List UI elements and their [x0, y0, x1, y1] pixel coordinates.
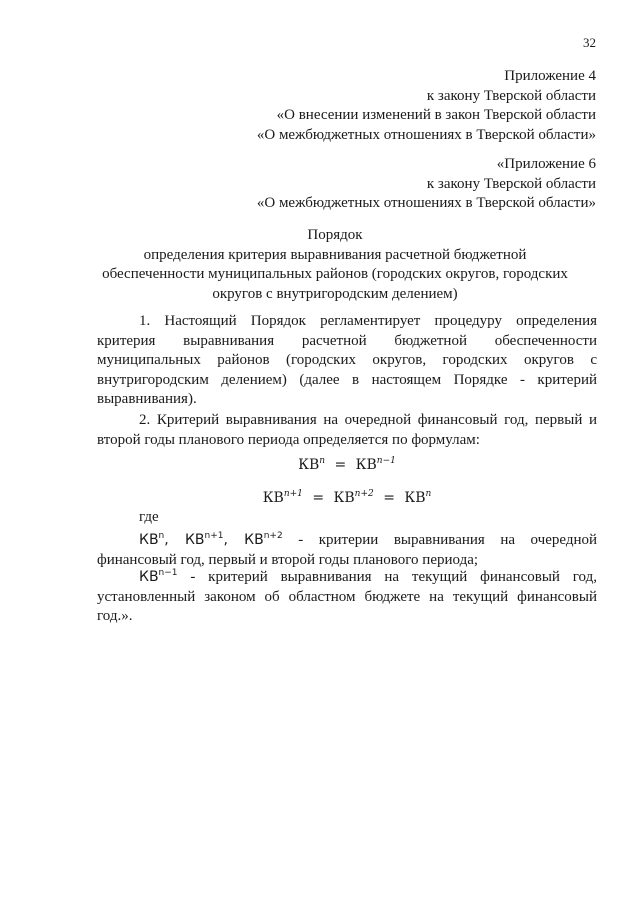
- document-title: [70, 226, 600, 304]
- symbol-kv: [139, 569, 178, 585]
- formula-1: [97, 456, 597, 473]
- formula-equals: =: [383, 490, 395, 506]
- appendix-6-line: «О межбюджетных отношениях в Тверской области»: [256, 195, 596, 211]
- symbol-kv: [139, 532, 283, 548]
- symbol-base: КВ: [184, 532, 205, 548]
- appendix-4-line: «О внесении изменений в закон Тверской области: [276, 107, 596, 123]
- formula-2: [97, 489, 597, 506]
- paragraph-1: 1. Настоящий Порядок регламентирует процедуру определения критерия выравнивания расчетной бюджетной обеспеченности муниципальных районов (городских округов, городских округов с внутригородским делением) (далее в настоящем Порядке - критерий выравнивания).: [97, 313, 597, 407]
- appendix-6-line: к закону Тверской области: [426, 175, 596, 192]
- appendix-4-header: [257, 67, 596, 145]
- formula-term: КВ: [298, 457, 320, 473]
- paragraph-4-block: [97, 564, 597, 627]
- where-label: где: [139, 509, 159, 525]
- appendix-4-line: Приложение 4: [504, 68, 596, 84]
- formula-superscript: n: [319, 456, 326, 466]
- paragraph-4-text: - критерий выравнивания на текущий финансовый год, установленный законом об областном бюджете на текущий финансовый год.».: [97, 569, 597, 624]
- formula-term: КВ: [333, 490, 355, 506]
- paragraph-4: [97, 564, 597, 627]
- appendix-6-line: «Приложение 6: [496, 156, 596, 172]
- formula-superscript: n+2: [354, 489, 374, 499]
- paragraph-3-text: - критерии выравнивания на очередной финансовый год, первый и второй годы планового периода;: [97, 532, 598, 568]
- title-line: округов с внутригородским делением): [212, 285, 458, 302]
- paragraph-2: 2. Критерий выравнивания на очередной финансовый год, первый и второй годы планового периода определяется по формулам:: [97, 412, 597, 448]
- symbol-base: КВ: [244, 532, 264, 548]
- formula-term: КВ: [262, 490, 284, 506]
- symbol-base: КВ: [139, 569, 159, 585]
- symbol-superscript: n+2: [263, 531, 283, 541]
- formula-superscript: n+1: [283, 489, 303, 499]
- symbol-separator: ,: [164, 532, 185, 548]
- paragraph-2-block: [97, 411, 597, 450]
- title-line: определения критерия выравнивания расчетной бюджетной: [143, 246, 527, 263]
- formula-superscript: n: [425, 489, 432, 499]
- symbol-superscript: n: [158, 531, 165, 541]
- appendix-4-line: «О межбюджетных отношениях в Тверской области»: [256, 126, 596, 143]
- formula-term: КВ: [355, 457, 377, 473]
- formula-equals: =: [334, 457, 347, 473]
- symbol-base: КВ: [139, 532, 159, 548]
- title-line: обеспеченности муниципальных районов (городских округов, городских: [102, 266, 568, 282]
- formula-equals: =: [312, 490, 325, 506]
- appendix-6-header: [257, 155, 596, 214]
- appendix-4-line: к закону Тверской области: [426, 87, 596, 104]
- formula-term: КВ: [404, 490, 426, 506]
- paragraph-1-block: [97, 312, 597, 410]
- title-line: Порядок: [307, 227, 363, 243]
- symbol-superscript: n−1: [158, 568, 178, 578]
- formula-superscript: n−1: [376, 456, 396, 466]
- symbol-separator: ,: [223, 532, 245, 548]
- symbol-superscript: n+1: [204, 531, 224, 541]
- page-number: 32: [583, 35, 596, 50]
